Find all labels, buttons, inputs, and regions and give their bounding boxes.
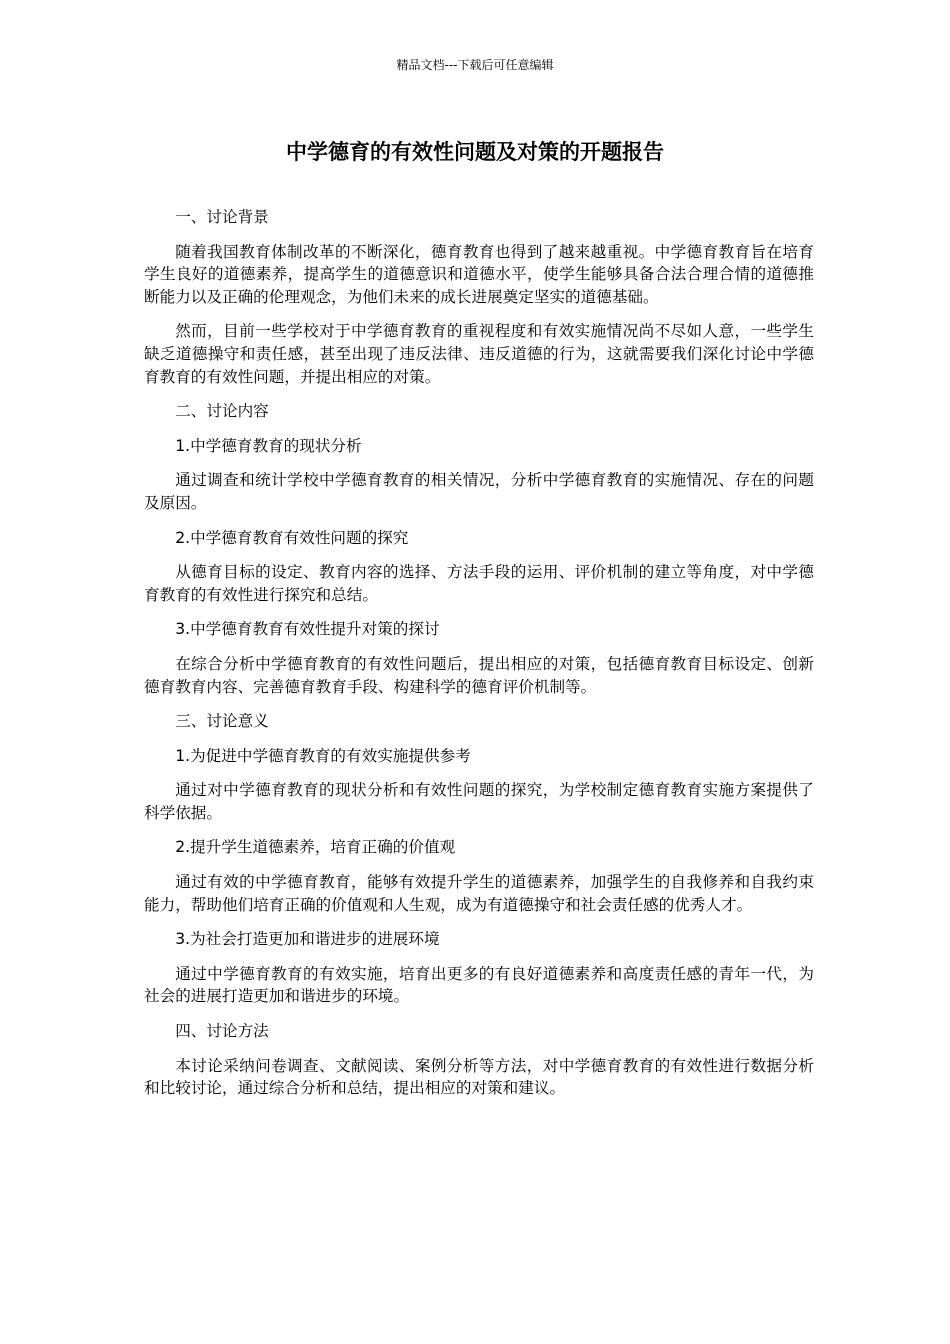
section-heading: 2.中学德育教育有效性问题的探究 <box>175 528 409 547</box>
section-heading: 3.中学德育教育有效性提升对策的探讨 <box>175 620 440 639</box>
section-heading: 三、讨论意义 <box>175 712 269 731</box>
header-note: 精品文档---下载后可任意编辑 <box>396 58 554 72</box>
paragraph: 通过中学德育教育的有效实施，培育出更多的有良好道德素养和高度责任感的青年一代，为社会的进展打造更加和谐进步的环境。 <box>144 964 814 1006</box>
paragraph: 通过对中学德育教育的现状分析和有效性问题的探究，为学校制定德育教育实施方案提供了科学依据。 <box>144 781 814 822</box>
document-body <box>144 206 814 1112</box>
paragraph: 通过有效的中学德育教育，能够有效提升学生的道德素养，加强学生的自我修养和自我约束能力，帮助他们培育正确的价值观和人生观，成为有道德操守和社会责任感的优秀人才。 <box>144 873 814 914</box>
section-heading: 3.为社会打造更加和谐进步的进展环境 <box>175 930 440 949</box>
paragraph: 本讨论采纳问卷调查、文献阅读、案例分析等方法，对中学德育教育的有效性进行数据分析和比较讨论，通过综合分析和总结，提出相应的对策和建议。 <box>144 1056 814 1098</box>
paragraph: 随着我国教育体制改革的不断深化，德育教育也得到了越来越重视。中学德育教育旨在培育学生良好的道德素养，提高学生的道德意识和道德水平，使学生能够具备合法合理合情的道德推断能力以及正确的伦理观念，为他们未来的成长进展奠定坚实的道德基础。 <box>144 242 814 306</box>
section-heading: 一、讨论背景 <box>175 208 269 226</box>
paragraph: 从德育目标的设定、教育内容的选择、方法手段的运用、评价机制的建立等角度，对中学德育教育的有效性进行探究和总结。 <box>144 563 814 604</box>
paragraph: 然而，目前一些学校对于中学德育教育的重视程度和有效实施情况尚不尽如人意，一些学生缺乏道德操守和责任感，甚至出现了违反法律、违反道德的行为，这就需要我们深化讨论中学德育教育的有效性问题，并提出相应的对策。 <box>144 322 814 386</box>
document-title: 中学德育的有效性问题及对策的开题报告 <box>286 140 664 164</box>
section-heading: 四、讨论方法 <box>175 1022 269 1041</box>
paragraph: 在综合分析中学德育教育的有效性问题后，提出相应的对策，包括德育教育目标设定、创新德育教育内容、完善德育教育手段、构建科学的德育评价机制等。 <box>144 654 814 696</box>
section-heading: 2.提升学生道德素养，培育正确的价值观 <box>175 838 456 857</box>
section-heading: 二、讨论内容 <box>175 402 269 421</box>
section-heading: 1.为促进中学德育教育的有效实施提供参考 <box>175 746 471 765</box>
section-heading: 1.中学德育教育的现状分析 <box>175 436 362 455</box>
paragraph: 通过调查和统计学校中学德育教育的相关情况，分析中学德育教育的实施情况、存在的问题及原因。 <box>144 471 814 512</box>
